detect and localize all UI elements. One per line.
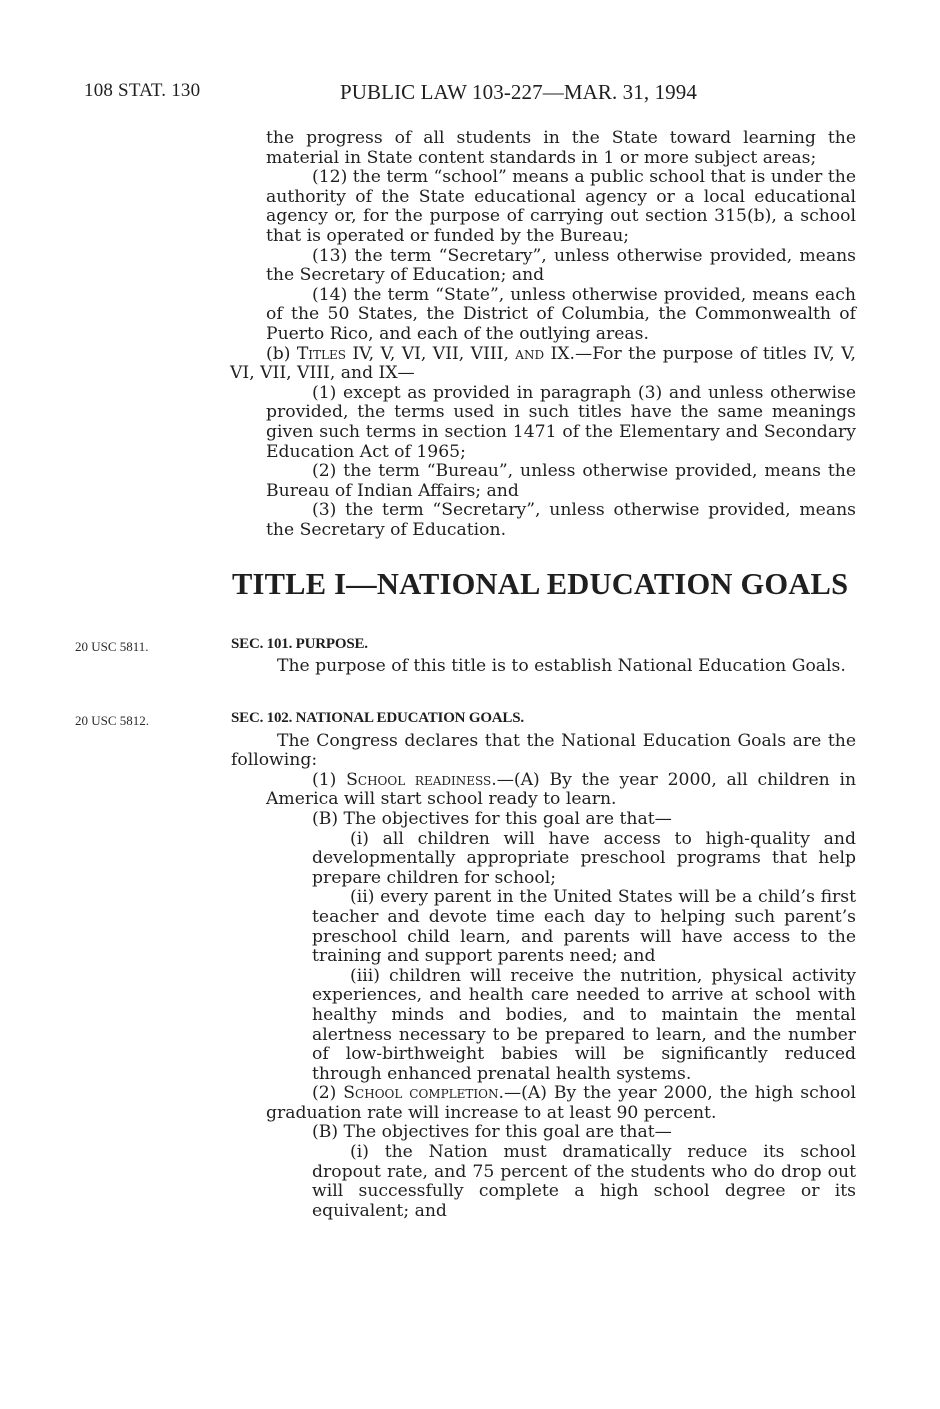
section-102-intro: The Congress declares that the National Education Goals are the following: [231, 730, 856, 771]
goal-1-objective-iii: (iii) children will receive the nutrition, physical activity experiences, and health care needed to arrive at school with healthy minds and bodies, and to maintain the mental alertness necessary to be prepared to learn, and the number of low-birthweight babies will be significantly reduced through enhanced prenatal health systems. [312, 965, 856, 1084]
law-title: PUBLIC LAW 103-227—MAR. 31, 1994 [340, 80, 697, 104]
paragraph-12: (12) the term “school” means a public school that is under the authority of the State educational agency or a local educational agency or, for the purpose of carrying out section 315(b), a school that is operated or funded by the Bureau; [266, 167, 856, 246]
goal-2-school-completion: (2) School completion.—(A) By the year 2000, the high school graduation rate will increase to at least 90 percent. [266, 1083, 856, 1123]
paragraph-continuation: the progress of all students in the State toward learning the material in State content standards in 1 or more subject areas; [266, 128, 856, 168]
goal-1-heading: School readiness. [346, 769, 497, 790]
goal-2-objective-i: (i) the Nation must dramatically reduce its school dropout rate, and 75 percent of the students who do drop out will successfully complete a high school degree or its equivalent; and [312, 1142, 856, 1221]
goal-1-school-readiness: (1) School readiness.—(A) By the year 2000, all children in America will start school ready to learn. [266, 769, 857, 810]
running-head [0, 80, 940, 106]
margin-note-usc-5812: 20 USC 5812. [75, 713, 150, 728]
subsection-b-1: (1) except as provided in paragraph (3) and unless otherwise provided, the terms used in such titles have the same meanings given such terms in section 1471 of the Elementary and Secondary Education Act of 1965; [266, 382, 856, 462]
title-heading: TITLE I—NATIONAL EDUCATION GOALS [232, 567, 849, 601]
margin-note-usc-5811: 20 USC 5811. [75, 639, 149, 654]
definitions-continued [230, 128, 856, 540]
goal-1-objectives: (B) The objectives for this goal are that— [312, 808, 672, 829]
paragraph-14: (14) the term “State”, unless otherwise provided, means each of the 50 States, the District of Columbia, the Commonwealth of Puerto Rico, and each of the outlying areas. [266, 284, 856, 344]
section-101-heading: SEC. 101. PURPOSE. [231, 636, 368, 652]
subsection-b-3: (3) the term “Secretary”, unless otherwise provided, means the Secretary of Education. [266, 500, 856, 540]
section-102-heading: SEC. 102. NATIONAL EDUCATION GOALS. [231, 710, 524, 726]
stat-page-number: 108 STAT. 130 [84, 80, 201, 101]
goal-1-objective-ii: (ii) every parent in the United States will be a child’s first teacher and devote time each day to helping such parent’s preschool child learn, and parents will have access to the training and support parents need; and [312, 887, 856, 967]
section-102 [231, 709, 856, 1221]
goal-2-objectives: (B) The objectives for this goal are that— [312, 1122, 672, 1143]
section-101 [231, 635, 856, 676]
subsection-b-heading: Titles IV, V, VI, VII, VIII, and IX. [296, 343, 575, 364]
goal-2-heading: School completion. [343, 1083, 504, 1104]
paragraph-13: (13) the term “Secretary”, unless otherwise provided, means the Secretary of Education; and [266, 245, 856, 286]
subsection-b-2: (2) the term “Bureau”, unless otherwise provided, means the Bureau of Indian Affairs; and [266, 461, 856, 501]
subsection-b: (b) Titles IV, V, VI, VII, VIII, and IX.—For the purpose of titles IV, V, VI, VII, VIII, and IX— [230, 343, 856, 384]
section-101-text: The purpose of this title is to establish National Education Goals. [277, 655, 846, 676]
goal-1-objective-i: (i) all children will have access to high-quality and developmentally appropriate preschool programs that help prepare children for school; [312, 828, 856, 888]
